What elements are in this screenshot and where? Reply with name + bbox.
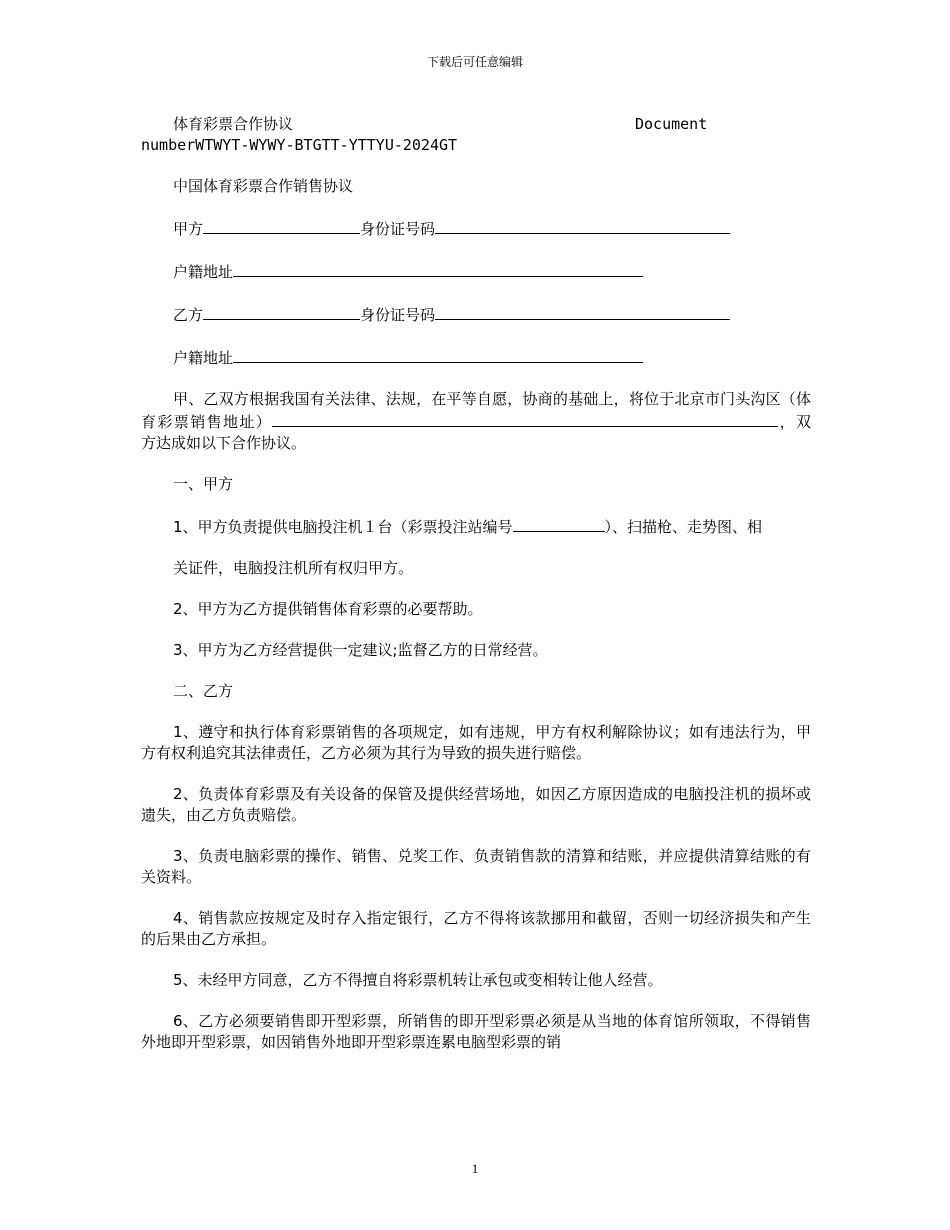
document-number: numberWTWYT-WYWY-BTGTT-YTTYU-2024GT <box>141 136 458 154</box>
intro-paragraph <box>141 389 811 454</box>
party-b-name-blank <box>203 303 360 320</box>
party-a-id-blank <box>435 217 730 234</box>
party-b-address-label: 户籍地址 <box>173 349 234 367</box>
party-b-label: 乙方 <box>173 306 204 324</box>
party-a-name-blank <box>203 217 360 234</box>
intro-text-end: ，双方达成如以下合作协议。 <box>141 413 811 452</box>
party-b-id-blank <box>435 303 730 320</box>
party-a-address-blank <box>233 260 643 277</box>
page-number: 1 <box>471 1161 479 1176</box>
agreement-name: 中国体育彩票合作销售协议 <box>173 177 354 195</box>
section-a-item-1-continued: 关证件，电脑投注机所有权归甲方。 <box>173 559 414 577</box>
section-a-item-3: 3、甲方为乙方经营提供一定建议;监督乙方的日常经营。 <box>173 641 548 659</box>
section-b-item-3: 3、负责电脑彩票的操作、销售、兑奖工作、负责销售款的清算和结账，并应提供清算结账的有关资料。 <box>141 847 811 886</box>
party-a-label: 甲方 <box>173 220 204 238</box>
section-a-item-2: 2、甲方为乙方提供销售体育彩票的必要帮助。 <box>173 600 483 618</box>
section-b-item-6: 6、乙方必须要销售即开型彩票，所销售的即开型彩票必须是从当地的体育馆所领取，不得销售外地即开型彩票，如因销售外地即开型彩票连累电脑型彩票的销 <box>141 1012 811 1051</box>
section-a-item-1-text: 1、甲方负责提供电脑投注机１台（彩票投注站编号 <box>173 518 513 536</box>
header-note: 下载后可任意编辑 <box>426 55 523 69</box>
document-body <box>141 114 811 1053</box>
document-title: 体育彩票合作协议 <box>173 115 294 133</box>
party-b-address-blank <box>233 346 643 363</box>
party-a-address-label: 户籍地址 <box>173 263 234 281</box>
station-number-blank <box>513 515 605 532</box>
party-b-id-label: 身份证号码 <box>360 306 436 324</box>
section-b-item-5: 5、未经甲方同意，乙方不得擅自将彩票机转让承包或变相转让他人经营。 <box>173 971 663 989</box>
party-b-line <box>141 303 811 326</box>
party-a-line <box>141 217 811 240</box>
sales-address-blank-tail <box>762 410 778 427</box>
section-a-item-1 <box>141 515 811 538</box>
section-b-item-4: 4、销售款应按规定及时存入指定银行，乙方不得将该款挪用和截留，否则一切经济损失和产生的后果由乙方承担。 <box>141 909 811 948</box>
intro-text: 甲、乙双方根据我国有关法律、法规，在平等自愿，协商的基础上，将位于北京市门头沟区（体育彩票销售地址） <box>141 390 811 431</box>
party-a-id-label: 身份证号码 <box>360 220 436 238</box>
sales-address-blank <box>272 410 762 427</box>
title-row <box>141 114 811 135</box>
party-b-address-line <box>141 346 811 369</box>
section-b-heading: 二、乙方 <box>173 682 234 700</box>
party-a-address-line <box>141 260 811 283</box>
section-a-item-1-text-end: ）、扫描枪、走势图、相 <box>604 518 763 536</box>
section-b-item-2: 2、负责体育彩票及有关设备的保管及提供经营场地，如因乙方原因造成的电脑投注机的损坏或遗失，由乙方负责赔偿。 <box>141 785 811 824</box>
section-b-item-1: 1、遵守和执行体育彩票销售的各项规定，如有违规，甲方有权利解除协议；如有违法行为，甲方有权利追究其法律责任，乙方必须为其行为导致的损失进行赔偿。 <box>141 723 811 762</box>
document-label: Document <box>635 115 708 133</box>
section-a-heading: 一、甲方 <box>173 475 234 493</box>
